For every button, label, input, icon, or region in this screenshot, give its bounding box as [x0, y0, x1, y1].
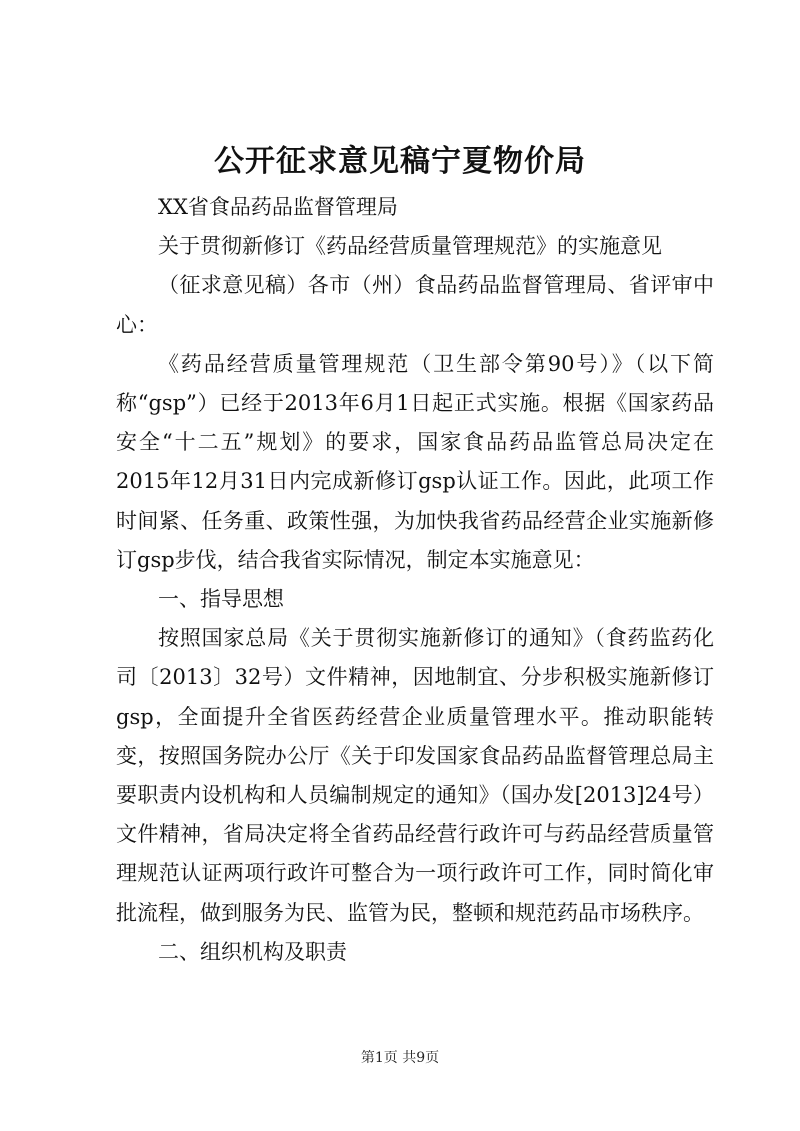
paragraph-addressees: （征求意见稿）各市（州）食品药品监督管理局、省评审中心：	[116, 273, 714, 337]
document-body	[116, 188, 714, 972]
paragraph-issuer: XX省食品药品监督管理局	[158, 195, 398, 219]
section-heading-2: 二、组织机构及职责	[158, 939, 347, 964]
paragraph-guiding-thought: 按照国家总局《关于贯彻实施新修订的通知》（食药监药化司〔2013〕32号）文件精神，因地制宜、分步积极实施新修订gsp，全面提升全省医药经营企业质量管理水平。推动职能转变，按照国务院办公厅《关于印发国家食品药品监督管理总局主要职责内设机构和人员编制规定的通知》（国办发[2013]24号）文件精神，省局决定将全省药品经营行政许可与药品经营质量管理规范认证两项行政许可整合为一项行政许可工作，同时简化审批流程，做到服务为民、监管为民，整顿和规范药品市场秩序。	[116, 626, 714, 925]
paragraph-subject: 关于贯彻新修订《药品经营质量管理规范》的实施意见	[158, 234, 662, 259]
section-heading-1: 一、指导思想	[158, 587, 284, 612]
paragraph-intro: 《药品经营质量管理规范（卫生部令第90号）》（以下简称“gsp”）已经于2013年6月1日起正式实施。根据《国家药品安全“十二五”规划》的要求，国家食品药品监管总局决定在2015年12月31日内完成新修订gsp认证工作。因此，此项工作时间紧、任务重、政策性强，为加快我省药品经营企业实施新修订gsp步伐，结合我省实际情况，制定本实施意见：	[116, 351, 714, 572]
page-footer: 第1页 共9页	[360, 1050, 440, 1066]
document-title: 公开征求意见稿宁夏物价局	[214, 144, 586, 179]
